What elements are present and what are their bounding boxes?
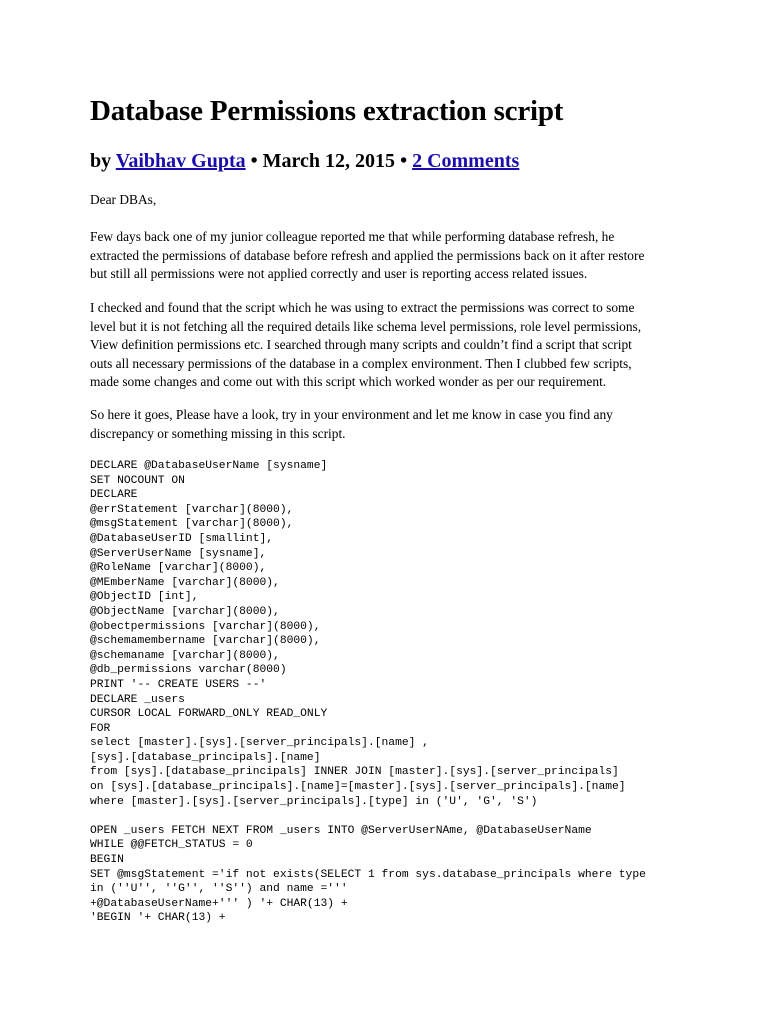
code-line: in (''U'', ''G'', ''S'') and name ='''	[90, 883, 348, 896]
article-title: Database Permissions extraction script	[90, 95, 564, 127]
code-line: PRINT '-- CREATE USERS --'	[90, 678, 267, 691]
paragraph-line: outs all necessary permissions of the database in a complex environment. Then I clubbed few scripts,	[90, 355, 632, 371]
paragraph-3	[90, 406, 720, 443]
paragraph-line: made some changes and come out with this script which worked wonder as per our requirement.	[90, 374, 607, 389]
code-line: @errStatement [varchar](8000),	[90, 503, 294, 516]
code-block	[90, 459, 646, 926]
code-line: [sys].[database_principals].[name]	[90, 751, 321, 764]
code-line: 'BEGIN '+ CHAR(13) +	[90, 912, 226, 925]
code-line: SET @msgStatement ='if not exists(SELECT 1 from sys.database_principals where type	[90, 868, 646, 881]
code-line: from [sys].[database_principals] INNER JOIN [master].[sys].[server_principals]	[90, 766, 619, 779]
paragraph-line: discrepancy or something missing in this script.	[90, 425, 346, 441]
code-line: DECLARE	[90, 489, 138, 502]
byline-separator: •	[395, 150, 413, 172]
code-line: @ObjectID [int],	[90, 591, 199, 604]
author-link[interactable]: Vaibhav Gupta	[115, 150, 246, 172]
code-line: @schemamembername [varchar](8000),	[90, 635, 321, 648]
code-line: @ObjectName [varchar](8000),	[90, 605, 280, 618]
greeting: Dear DBAs,	[90, 192, 157, 207]
code-line: FOR	[90, 722, 111, 735]
code-line: +@DatabaseUserName+''' ) '+ CHAR(13) +	[90, 897, 348, 910]
code-line: select [master].[sys].[server_principals].[name] ,	[90, 737, 429, 750]
paragraph-line: Few days back one of my junior colleague reported me that while performing database refresh, he	[90, 229, 615, 244]
paragraph-line: extracted the permissions of database before refresh and applied the permissions back on it after restore	[90, 247, 645, 263]
comments-link[interactable]: 2 Comments	[412, 150, 520, 172]
code-line: SET NOCOUNT ON	[90, 474, 185, 487]
code-line: BEGIN	[90, 854, 124, 867]
code-line: DECLARE _users	[90, 693, 185, 706]
code-line: DECLARE @DatabaseUserName [sysname]	[90, 460, 328, 472]
paragraph-line: level but it is not fetching all the required details like schema level permissions, role level permissions,	[90, 318, 642, 334]
code-line: @MEmberName [varchar](8000),	[90, 576, 280, 589]
code-line: on [sys].[database_principals].[name]=[master].[sys].[server_principals].[name]	[90, 781, 626, 794]
code-line	[90, 809, 646, 824]
paragraph-line: So here it goes, Please have a look, try in your environment and let me know in case you find any	[90, 407, 613, 422]
paragraph-line: but still all permissions were not applied correctly and user is reporting access related issues.	[90, 266, 588, 281]
code-line: OPEN _users FETCH NEXT FROM _users INTO @ServerUserNAme, @DatabaseUserName	[90, 824, 592, 837]
code-line: @DatabaseUserID [smallint],	[90, 532, 274, 545]
byline-separator: •	[245, 150, 263, 172]
code-line: CURSOR LOCAL FORWARD_ONLY READ_ONLY	[90, 708, 328, 721]
paragraph-1	[90, 228, 720, 284]
code-line: WHILE @@FETCH_STATUS = 0	[90, 839, 253, 852]
code-line: where [master].[sys].[server_principals].[type] in ('U', 'G', 'S')	[90, 795, 538, 808]
paragraph-2	[90, 299, 720, 392]
code-line: @schemaname [varchar](8000),	[90, 649, 280, 662]
paragraph-line: View definition permissions etc. I searched through many scripts and couldn’t find a script that script	[90, 337, 632, 352]
code-line: @msgStatement [varchar](8000),	[90, 518, 294, 531]
code-line: @ServerUserName [sysname],	[90, 547, 267, 560]
code-line: @RoleName [varchar](8000),	[90, 562, 267, 575]
byline	[90, 147, 519, 175]
code-line: @db_permissions varchar(8000)	[90, 664, 287, 677]
publish-date: March 12, 2015	[262, 150, 396, 172]
byline-prefix: by	[90, 150, 116, 172]
code-line: @obectpermissions [varchar](8000),	[90, 620, 321, 633]
paragraph-line: I checked and found that the script which he was using to extract the permissions was correct to some	[90, 300, 635, 315]
